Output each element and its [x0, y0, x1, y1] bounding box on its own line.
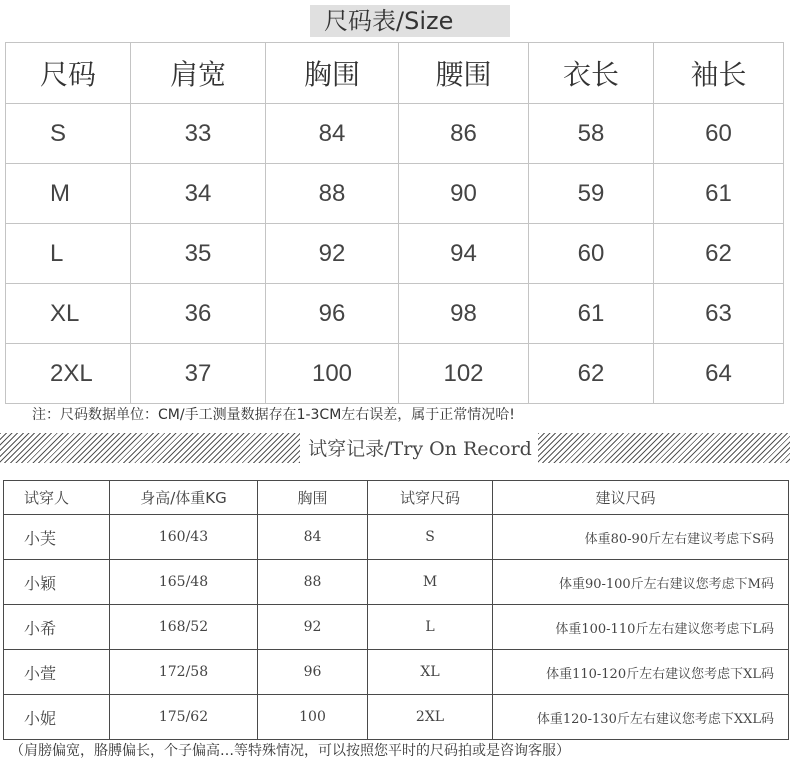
size-chart-table [5, 42, 784, 404]
header-chest: 胸围 [258, 481, 368, 515]
cell-sleeve: 60 [654, 104, 784, 164]
cell-shoulder: 35 [131, 224, 266, 284]
try-on-record-table [3, 480, 789, 740]
table-row [4, 695, 789, 740]
cell-chest: 96 [266, 284, 399, 344]
cell-tester: 小希 [4, 605, 110, 650]
cell-waist: 86 [399, 104, 529, 164]
table-row [4, 560, 789, 605]
cell-tried-size: XL [368, 650, 493, 695]
cell-suggestion: 体重100-110斤左右建议您考虑下L码 [493, 605, 789, 650]
table-row [6, 224, 784, 284]
header-sleeve: 袖长 [654, 43, 784, 104]
table-row [6, 104, 784, 164]
cell-sleeve: 62 [654, 224, 784, 284]
cell-suggestion: 体重110-120斤左右建议您考虑下XL码 [493, 650, 789, 695]
hatch-divider-right [538, 433, 790, 463]
cell-shoulder: 34 [131, 164, 266, 224]
table-row [4, 650, 789, 695]
cell-length: 59 [529, 164, 654, 224]
cell-tester: 小萱 [4, 650, 110, 695]
cell-waist: 98 [399, 284, 529, 344]
cell-height-weight: 165/48 [110, 560, 258, 605]
cell-chest: 84 [258, 515, 368, 560]
cell-height-weight: 160/43 [110, 515, 258, 560]
cell-waist: 102 [399, 344, 529, 404]
cell-chest: 92 [258, 605, 368, 650]
cell-chest: 92 [266, 224, 399, 284]
cell-chest: 84 [266, 104, 399, 164]
header-size: 尺码 [6, 43, 131, 104]
table-row [6, 344, 784, 404]
header-tester: 试穿人 [4, 481, 110, 515]
record-header-row [4, 481, 789, 515]
cell-size: M [6, 164, 131, 224]
header-length: 衣长 [529, 43, 654, 104]
header-waist: 腰围 [399, 43, 529, 104]
cell-shoulder: 36 [131, 284, 266, 344]
cell-suggestion: 体重120-130斤左右建议您考虑下XXL码 [493, 695, 789, 740]
cell-tester: 小颖 [4, 560, 110, 605]
cell-shoulder: 37 [131, 344, 266, 404]
table-row [6, 164, 784, 224]
cell-shoulder: 33 [131, 104, 266, 164]
table-row [4, 515, 789, 560]
cell-sleeve: 63 [654, 284, 784, 344]
size-chart-header-row [6, 43, 784, 104]
cell-height-weight: 168/52 [110, 605, 258, 650]
table-row [6, 284, 784, 344]
cell-tester: 小芙 [4, 515, 110, 560]
cell-chest: 88 [258, 560, 368, 605]
cell-suggestion: 体重90-100斤左右建议您考虑下M码 [493, 560, 789, 605]
cell-chest: 96 [258, 650, 368, 695]
cell-tester: 小妮 [4, 695, 110, 740]
cell-length: 61 [529, 284, 654, 344]
cell-length: 60 [529, 224, 654, 284]
cell-size: XL [6, 284, 131, 344]
measurement-note: 注：尺码数据单位：CM/手工测量数据存在1-3CM左右误差，属于正常情况哈! [32, 407, 515, 423]
cell-chest: 88 [266, 164, 399, 224]
cell-suggestion: 体重80-90斤左右建议考虑下S码 [493, 515, 789, 560]
header-chest: 胸围 [266, 43, 399, 104]
cell-sleeve: 61 [654, 164, 784, 224]
cell-length: 62 [529, 344, 654, 404]
cell-length: 58 [529, 104, 654, 164]
header-shoulder: 肩宽 [131, 43, 266, 104]
header-tried-size: 试穿尺码 [368, 481, 493, 515]
header-height-weight: 身高/体重KG [110, 481, 258, 515]
size-chart-title: 尺码表/Size [310, 5, 510, 37]
cell-waist: 94 [399, 224, 529, 284]
cell-chest: 100 [258, 695, 368, 740]
cell-tried-size: M [368, 560, 493, 605]
cell-size: S [6, 104, 131, 164]
try-on-record-title: 试穿记录/Try On Record [308, 438, 532, 460]
cell-waist: 90 [399, 164, 529, 224]
cell-chest: 100 [266, 344, 399, 404]
cell-height-weight: 172/58 [110, 650, 258, 695]
cell-tried-size: S [368, 515, 493, 560]
cell-size: L [6, 224, 131, 284]
footer-note: （肩膀偏宽，胳膊偏长，个子偏高…等特殊情况，可以按照您平时的尺码拍或是咨询客服） [10, 743, 570, 759]
hatch-divider-left [0, 433, 300, 463]
cell-tried-size: L [368, 605, 493, 650]
header-suggested-size: 建议尺码 [493, 481, 789, 515]
cell-sleeve: 64 [654, 344, 784, 404]
cell-size: 2XL [6, 344, 131, 404]
table-row [4, 605, 789, 650]
cell-tried-size: 2XL [368, 695, 493, 740]
cell-height-weight: 175/62 [110, 695, 258, 740]
